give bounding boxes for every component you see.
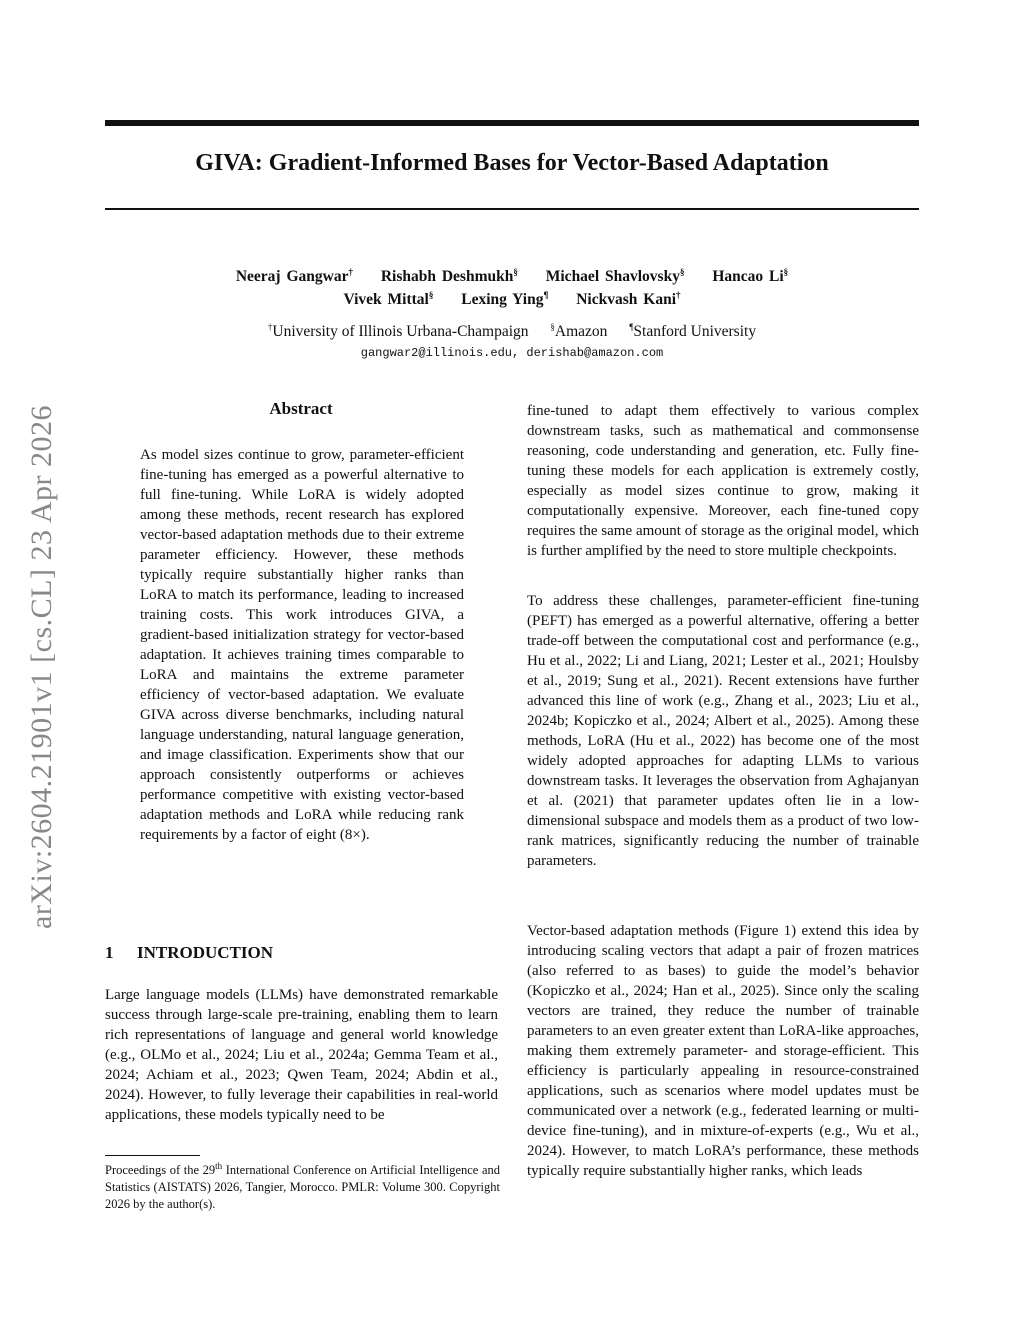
intro-paragraph-1-continued: fine-tuned to adapt them effectively to various complex downstream tasks, such as mathematical and commonsense reasoning, code understanding and generation, etc. Fully fine-tuning these models for each application is extremely costly, especially as model sizes continue to grow, making it computationally expensive. Moreover, each fine-tuned copy requires the same amount of storage as the original model, which is further amplified by the need to store multiple checkpoints. bbox=[527, 403, 919, 559]
affiliation: †University of Illinois Urbana-Champaign bbox=[267, 321, 529, 340]
arxiv-identifier: arXiv:2604.21901v1 [cs.CL] 23 Apr 2026 bbox=[25, 405, 58, 929]
author-list-line2 bbox=[105, 291, 919, 309]
section-title: INTRODUCTION bbox=[137, 943, 274, 962]
footnote: Proceedings of the 29th International Conference on Artificial Intelligence and Statistics (AISTATS) 2026, Tangier, Morocco. PMLR: Volume 300. Copyright 2026 by the author(s). bbox=[105, 1160, 500, 1211]
intro-paragraph-1: Large language models (LLMs) have demonstrated remarkable success through large-scale pre-training, enabling them to learn rich representations of language and general world knowledge (e.g., OLMo et al., 2024; Liu et al., 2024a; Gemma Team et al., 2024; Achiam et al., 2023; Qwen Team, 2024; Abdin et al., 2024). However, to fully leverage their capabilities in real-world applications, these models typically need to be bbox=[105, 987, 498, 1123]
section-number: 1 bbox=[105, 943, 114, 962]
author: Nickvash Kani† bbox=[576, 289, 681, 308]
author: Neeraj Gangwar† bbox=[235, 266, 353, 285]
abstract-heading: Abstract bbox=[269, 399, 333, 418]
title-rule bbox=[105, 208, 919, 210]
affiliation: §Amazon bbox=[550, 321, 608, 340]
intro-paragraph-3: Vector-based adaptation methods (Figure 1) extend this idea by introducing scaling vectors that adapt a pair of frozen matrices (also referred to as bases) to guide the model’s behavior (Kopiczko et al., 2024; Han et al., 2025). Since only the scaling vectors are trained, they reduce the number of trainable parameters to an even greater extent than LoRA-like approaches, making them extremely parameter- and storage-efficient. This efficiency is particularly appealing in resource-constrained applications, such as scenarios where model updates must be communicated over a network (e.g., federated learning or multi-device fine-tuning), and in mixture-of-experts (e.g., Wu et al., 2024). However, to match LoRA’s performance, these methods typically require substantially higher ranks, which leads bbox=[527, 923, 919, 1179]
abstract-text: As model sizes continue to grow, parameter-efficient fine-tuning has emerged as a powerful alternative to full fine-tuning. While LoRA is widely adopted among these methods, recent research has explored vector-based adaptation methods due to their extreme parameter efficiency. However, these methods typically require substantially higher ranks than LoRA to match its performance, leading to increased training costs. This work introduces GIVA, a gradient-based initialization strategy for vector-based adaptation. It achieves training times comparable to LoRA and maintains the extreme parameter efficiency of vector-based adaptation. We evaluate GIVA across diverse benchmarks, including natural language understanding, natural language generation, and image classification. Experiments show that our approach consistently outperforms or achieves performance competitive with existing vector-based adaptation methods and LoRA while reducing rank requirements by a factor of eight (8×). bbox=[140, 447, 464, 843]
author: Rishabh Deshmukh§ bbox=[380, 266, 518, 285]
author-list-line1 bbox=[105, 268, 919, 286]
author-emails: gangwar2@illinois.edu, derishab@amazon.com bbox=[360, 346, 664, 360]
author: Vivek Mittal§ bbox=[343, 289, 434, 308]
paper-title: GIVA: Gradient-Informed Bases for Vector-Based Adaptation bbox=[195, 150, 829, 176]
arxiv-sidebar bbox=[22, 372, 62, 962]
author: Lexing Ying¶ bbox=[461, 289, 549, 308]
author: Michael Shavlovsky§ bbox=[545, 266, 685, 285]
affiliations bbox=[105, 323, 919, 341]
section-heading bbox=[105, 943, 273, 963]
intro-paragraph-2: To address these challenges, parameter-efficient fine-tuning (PEFT) has emerged as a powerful alternative, offering a better trade-off between the computational cost and performance (e.g., Hu et al., 2022; Li and Liang, 2021; Lester et al., 2021; Houlsby et al., 2019; Sung et al., 2021). Recent extensions have further advanced this line of work (e.g., Zhang et al., 2023; Liu et al., 2024b; Kopiczko et al., 2024; Albert et al., 2025). Among these methods, LoRA (Hu et al., 2022) has become one of the most widely adopted approaches for adapting LLMs to various downstream tasks. It leverages the observation from Aghajanyan et al. (2021) that parameter updates often lie in a low-dimensional subspace and models them as a product of two low-rank matrices, significantly reducing the number of trainable parameters. bbox=[527, 593, 919, 869]
affiliation: ¶Stanford University bbox=[629, 321, 757, 340]
footnote-rule bbox=[105, 1155, 200, 1156]
author: Hancao Li§ bbox=[712, 266, 789, 285]
top-rule bbox=[105, 120, 919, 126]
